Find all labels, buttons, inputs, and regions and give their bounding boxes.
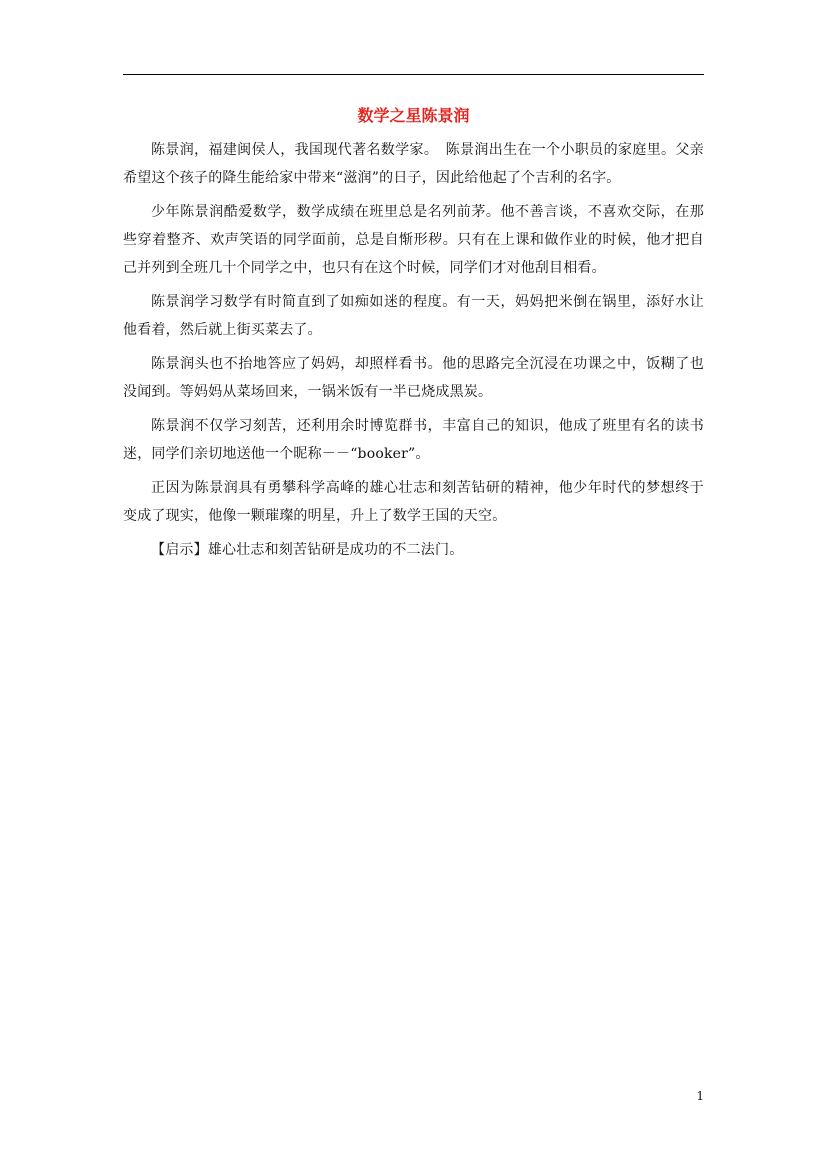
paragraph-2: 少年陈景润酷爱数学，数学成绩在班里总是名列前茅。他不善言谈，不喜欢交际，在那些穿着整齐、欢声笑语的同学面前，总是自惭形秽。只有在上课和做作业的时候，他才把自己并列到全班几十个同学之中，也只有在这个时候，同学们才对他刮目相看。 (123, 204, 704, 276)
paragraph-3: 陈景润学习数学有时简直到了如痴如迷的程度。有一天，妈妈把米倒在锅里，添好水让他看着，然后就上街买菜去了。 (123, 294, 704, 338)
header-rule (123, 74, 704, 75)
paragraph-1: 陈景润，福建闽侯人，我国现代著名数学家。 陈景润出生在一个小职员的家庭里。父亲希望这个孩子的降生能给家中带来“滋润”的日子，因此给他起了个吉利的名字。 (123, 142, 704, 186)
page-number: 1 (696, 1089, 704, 1103)
paragraph-6: 正因为陈景润具有勇攀科学高峰的雄心壮志和刻苦钻研的精神，他少年时代的梦想终于变成了现实，他像一颗璀璨的明星，升上了数学王国的天空。 (123, 480, 704, 524)
paragraph-insight: 【启示】雄心壮志和刻苦钻研是成功的不二法门。 (151, 542, 464, 558)
paragraph-5: 陈景润不仅学习刻苦，还利用余时博览群书，丰富自己的知识，他成了班里有名的读书迷，同学们亲切地送他一个昵称－－“booker”。 (123, 418, 704, 462)
paragraph-4: 陈景润头也不抬地答应了妈妈，却照样看书。他的思路完全沉浸在功课之中，饭糊了也没闻到。等妈妈从菜场回来，一锅米饭有一半已烧成黑炭。 (123, 356, 704, 400)
document-body (123, 136, 704, 570)
document-title: 数学之星陈景润 (357, 106, 470, 125)
